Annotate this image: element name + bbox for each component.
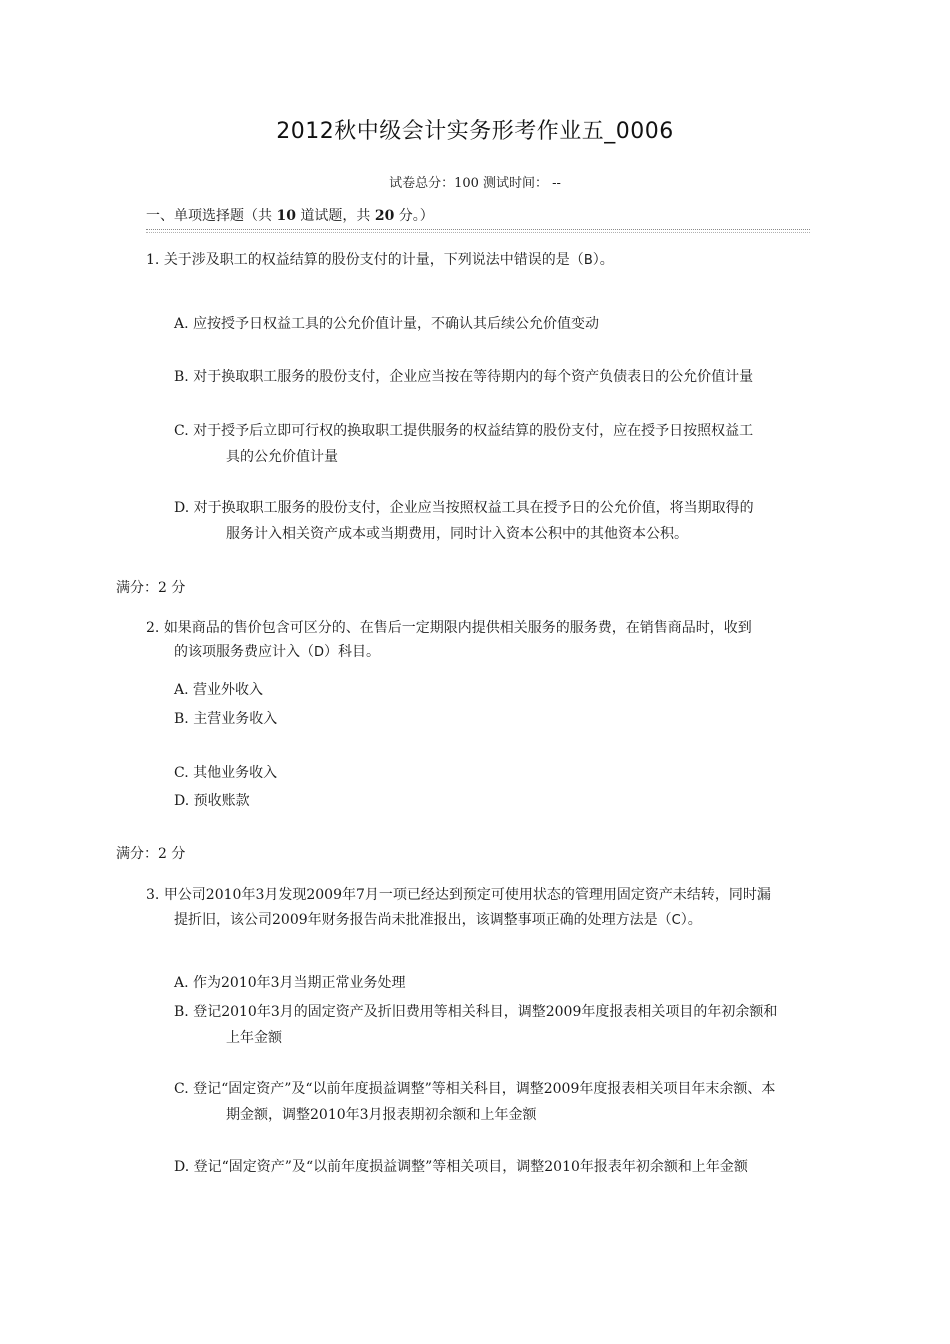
section-mid: 道试题，共: [300, 208, 371, 224]
section-points: 20: [374, 208, 395, 224]
question-2-stem: [146, 615, 752, 641]
question-2-stem-continued: [174, 639, 380, 666]
section-suffix: 分。）: [398, 208, 434, 224]
question-answer: C: [671, 913, 681, 928]
question-answer: D: [314, 645, 325, 660]
question-text-end: ）。: [680, 912, 702, 928]
exam-meta: 试卷总分：100 测试时间： --: [389, 176, 561, 191]
question-1-stem: [146, 247, 614, 274]
question-text: 关于涉及职工的权益结算的股份支付的计量，下列说法中错误的是（: [163, 252, 584, 268]
question-2-option-c: C. 其他业务收入: [174, 765, 278, 781]
question-answer: B: [583, 253, 593, 268]
section-divider-secondary: [146, 232, 810, 233]
question-text-end: ）科目。: [324, 644, 381, 660]
question-number: 2.: [146, 620, 160, 636]
option-text: D. 对于换取职工服务的股份支付，企业应当按照权益工具在授予日的公允价值，将当期取得的: [174, 500, 754, 516]
section-prefix: 一、单项选择题（共: [146, 208, 272, 224]
option-text-continued: 期金额，调整2010年3月报表期初余额和上年金额: [226, 1107, 537, 1123]
question-3-stem-continued: [174, 907, 702, 934]
option-text-continued: 具的公允价值计量: [226, 449, 338, 465]
question-3-stem: [146, 882, 771, 908]
question-3-option-a: A. 作为2010年3月当期正常业务处理: [174, 975, 406, 991]
question-1-option-b: [174, 364, 753, 390]
option-text: B. 对于换取职工服务的股份支付，企业应当按在等待期内的每个资产负债表日的公允价值计量: [174, 369, 754, 385]
section-divider: [146, 229, 810, 230]
document-title: 2012秋中级会计实务形考作业五_0006: [276, 119, 674, 144]
section-count: 10: [276, 208, 296, 224]
question-text: 的该项服务费应计入（: [174, 644, 314, 660]
question-1-score: 满分：2 分: [116, 580, 186, 596]
question-3-option-c: [174, 1076, 775, 1128]
option-text-continued: 服务计入相关资产成本或当期费用，同时计入资本公积中的其他资本公积。: [226, 526, 688, 542]
question-1-option-d: [174, 495, 754, 547]
question-2-option-d: D. 预收账款: [174, 793, 250, 809]
question-3-option-b: [174, 999, 777, 1051]
question-1-option-a: [174, 311, 599, 337]
section-heading: [146, 205, 434, 225]
option-text: C. 对于授予后立即可行权的换取职工提供服务的权益结算的股份支付，应在授予日按照权益工: [174, 423, 754, 439]
question-text-end: ）。: [592, 252, 614, 268]
question-3-option-d: D. 登记“固定资产”及“以前年度损益调整”等相关项目，调整2010年报表年初余额和上年金额: [174, 1159, 748, 1175]
question-2-option-b: B. 主营业务收入: [174, 711, 278, 727]
option-text: B. 登记2010年3月的固定资产及折旧费用等相关科目，调整2009年度报表相关项目的年初余额和: [174, 1004, 778, 1020]
question-1-option-c: [174, 418, 753, 470]
option-text-continued: 上年金额: [226, 1030, 282, 1046]
question-number: 1.: [146, 252, 160, 268]
question-2-score: 满分：2 分: [116, 846, 186, 862]
option-text: C. 登记“固定资产”及“以前年度损益调整”等相关科目，调整2009年度报表相关项目年末余额、本: [174, 1081, 776, 1097]
option-text: A. 应按授予日权益工具的公允价值计量，不确认其后续公允价值变动: [174, 316, 600, 332]
question-text: 提折旧，该公司2009年财务报告尚未批准报出，该调整事项正确的处理方法是（: [174, 912, 672, 928]
question-number: 3.: [146, 887, 160, 903]
question-text: 如果商品的售价包含可区分的、在售后一定期限内提供相关服务的服务费，在销售商品时，收到: [163, 620, 752, 636]
question-text: 甲公司2010年3月发现2009年7月一项已经达到预定可使用状态的管理用固定资产未结转，同时漏: [163, 887, 771, 903]
question-2-option-a: A. 营业外收入: [174, 682, 264, 698]
